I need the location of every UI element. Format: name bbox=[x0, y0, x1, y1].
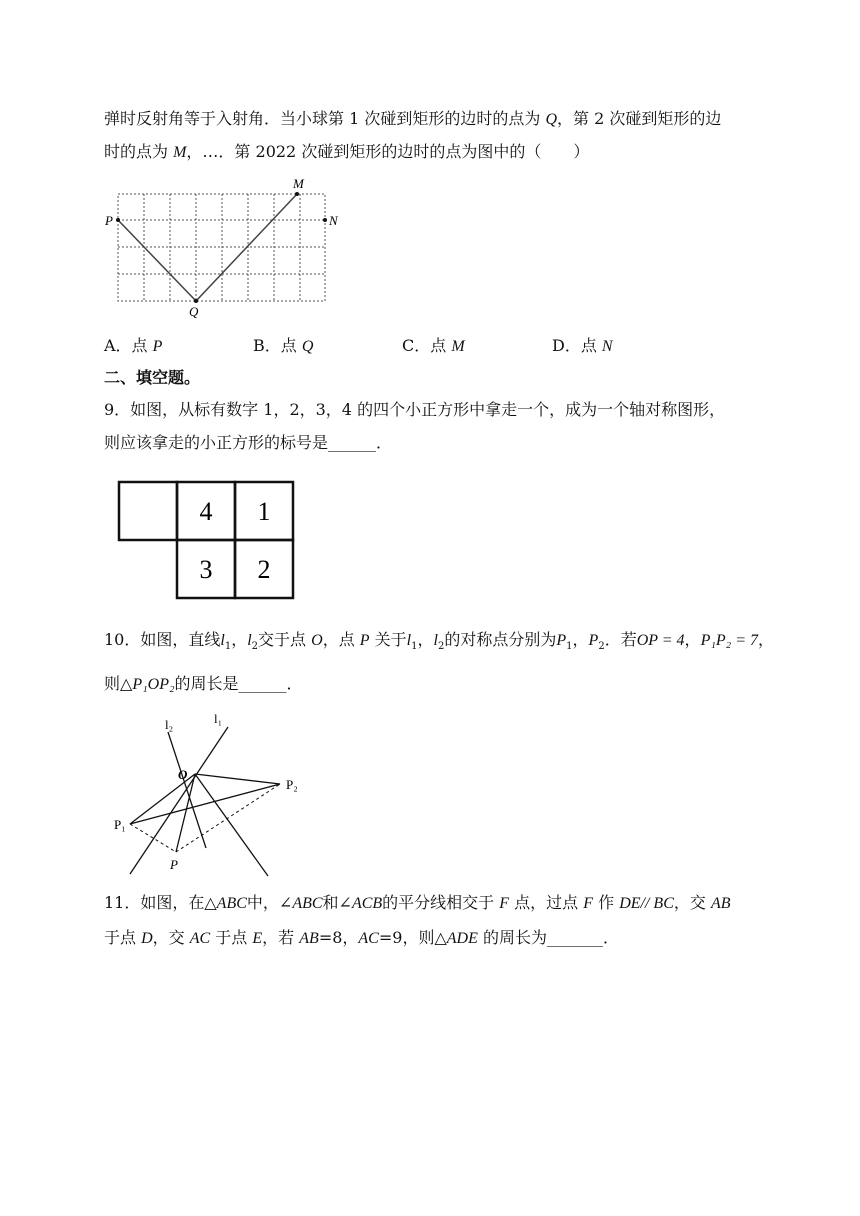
equation-op: OP = 4 bbox=[636, 632, 685, 649]
equation-p1p2: P₁P₂ = 7 bbox=[700, 632, 759, 649]
q10-text: 的对称点分别为 bbox=[444, 630, 557, 649]
parallel-ref: DE// BC bbox=[619, 895, 674, 912]
label-p2: P₂ bbox=[286, 777, 298, 792]
line-extra bbox=[195, 774, 268, 876]
l1-ref: l bbox=[220, 632, 225, 649]
label-m: M bbox=[293, 176, 304, 191]
q11-text: 的周长为_______． bbox=[477, 928, 619, 947]
q11-text: 中，∠ bbox=[246, 893, 293, 912]
angle-acb-ref: ACB bbox=[351, 895, 383, 912]
choice-label: D．点 bbox=[552, 336, 602, 355]
label-n: N bbox=[329, 213, 338, 228]
segment-ab-ref: AB bbox=[710, 895, 731, 912]
q8-text: 时的点为 bbox=[104, 142, 174, 161]
triangle-ade-ref: ADE bbox=[446, 930, 478, 947]
q11-text: ，交 bbox=[152, 928, 190, 947]
point-p bbox=[116, 218, 120, 222]
square-3-label: 3 bbox=[199, 555, 213, 584]
label-p1: P₁ bbox=[114, 817, 126, 832]
choice-a[interactable] bbox=[104, 336, 162, 357]
q10-text: 交于点 bbox=[258, 630, 312, 649]
q10-line2 bbox=[104, 674, 303, 695]
q10-text: ，点 bbox=[322, 630, 360, 649]
point-f-ref: F bbox=[583, 895, 594, 912]
point-m-ref: M bbox=[173, 144, 187, 161]
q10-text: 的周长是______． bbox=[174, 674, 303, 693]
point-f-ref: F bbox=[499, 895, 510, 912]
square-4-label: 4 bbox=[199, 497, 213, 526]
q11-text: ，若 bbox=[262, 928, 300, 947]
q11-text: ，交 bbox=[673, 893, 711, 912]
choice-label: C．点 bbox=[402, 336, 452, 355]
point-d-ref: D bbox=[141, 930, 153, 947]
q8-text: ，…．第 2022 次碰到矩形的边时的点为图中的（ ） bbox=[186, 142, 590, 161]
q10-figure bbox=[110, 712, 310, 882]
label-l1: l₁ bbox=[214, 711, 223, 726]
q11-text: 于点 bbox=[210, 928, 253, 947]
segment-ab-ref: AB bbox=[299, 930, 319, 947]
q9-line1: 9．如图，从标有数字 1，2，3，4 的四个小正方形中拿走一个，成为一个轴对称图形， bbox=[104, 400, 726, 419]
point-e-ref: E bbox=[252, 930, 263, 947]
segment-p1-p2 bbox=[130, 784, 280, 824]
triangle-abc-ref: ABC bbox=[216, 895, 247, 912]
segment-ac-ref: AC bbox=[189, 930, 211, 947]
q11-text: 作 bbox=[593, 893, 620, 912]
square-2-label: 2 bbox=[257, 555, 271, 584]
q8-line1 bbox=[104, 109, 721, 130]
q11-text: 的平分线相交于 bbox=[382, 893, 500, 912]
q11-text: 11．如图，在△ bbox=[104, 893, 217, 912]
segment-o-p2 bbox=[195, 774, 280, 784]
q8-grid-figure bbox=[100, 175, 350, 320]
point-n bbox=[323, 218, 327, 222]
choice-label: B．点 bbox=[253, 336, 302, 355]
q11-line1 bbox=[104, 893, 731, 914]
q10-text: ．若 bbox=[604, 630, 637, 649]
point-q-ref: Q bbox=[545, 111, 558, 128]
square-1-label: 1 bbox=[257, 497, 271, 526]
choice-point: N bbox=[601, 338, 613, 355]
label-p: P bbox=[105, 213, 113, 228]
dashed-p-p2 bbox=[176, 784, 280, 852]
angle-abc-ref: ABC bbox=[292, 895, 323, 912]
label-l2: l₂ bbox=[165, 717, 174, 732]
point-m bbox=[295, 192, 299, 196]
choice-point: Q bbox=[301, 338, 314, 355]
segment-ac-ref: AC bbox=[358, 930, 379, 947]
dashed-p1-p bbox=[130, 824, 176, 852]
q10-line1: 10．如图，直线$l_1$，$l_2$交于点 O，点 P 关于$l_1$，$l_2$的对称点分别为$P_1$，$P_2$．若OP = 4，P₁P₂ = 7， bbox=[104, 630, 775, 653]
choice-c[interactable] bbox=[402, 336, 465, 357]
q11-text: =9，则△ bbox=[378, 928, 447, 947]
q11-text: 于点 bbox=[104, 928, 142, 947]
blank-square bbox=[119, 482, 177, 540]
triangle-ref: P₁OP₂ bbox=[132, 676, 175, 693]
dotted-grid bbox=[118, 194, 325, 301]
q9-line2: 则应该拿走的小正方形的标号是______． bbox=[104, 433, 393, 452]
point-o-ref: O bbox=[311, 632, 323, 649]
q10-text: 关于 bbox=[369, 630, 407, 649]
section-heading: 二、填空题。 bbox=[104, 368, 201, 387]
label-p: P bbox=[170, 857, 178, 872]
point-p-ref: P bbox=[359, 632, 370, 649]
q8-line2 bbox=[104, 142, 589, 163]
q10-text: 10．如图，直线 bbox=[104, 630, 221, 649]
q10-text: 则△ bbox=[104, 674, 133, 693]
q8-text: 弹时反射角等于入射角．当小球第 1 次碰到矩形的边时的点为 bbox=[104, 109, 546, 128]
q8-text: ，第 2 次碰到矩形的边 bbox=[557, 109, 722, 128]
label-o: O bbox=[178, 767, 188, 782]
point-q bbox=[194, 299, 198, 303]
choice-label: A．点 bbox=[104, 336, 153, 355]
q11-line2 bbox=[104, 928, 619, 949]
choice-b[interactable] bbox=[253, 336, 313, 357]
l2-ref: l bbox=[247, 632, 252, 649]
choice-d[interactable] bbox=[552, 336, 613, 357]
label-q: Q bbox=[189, 304, 199, 319]
choice-point: P bbox=[152, 338, 163, 355]
q11-text: =8， bbox=[318, 928, 359, 947]
q11-text: 和∠ bbox=[322, 893, 352, 912]
choice-point: M bbox=[451, 338, 465, 355]
q11-text: 点，过点 bbox=[509, 893, 584, 912]
q9-squares-figure bbox=[117, 480, 295, 602]
